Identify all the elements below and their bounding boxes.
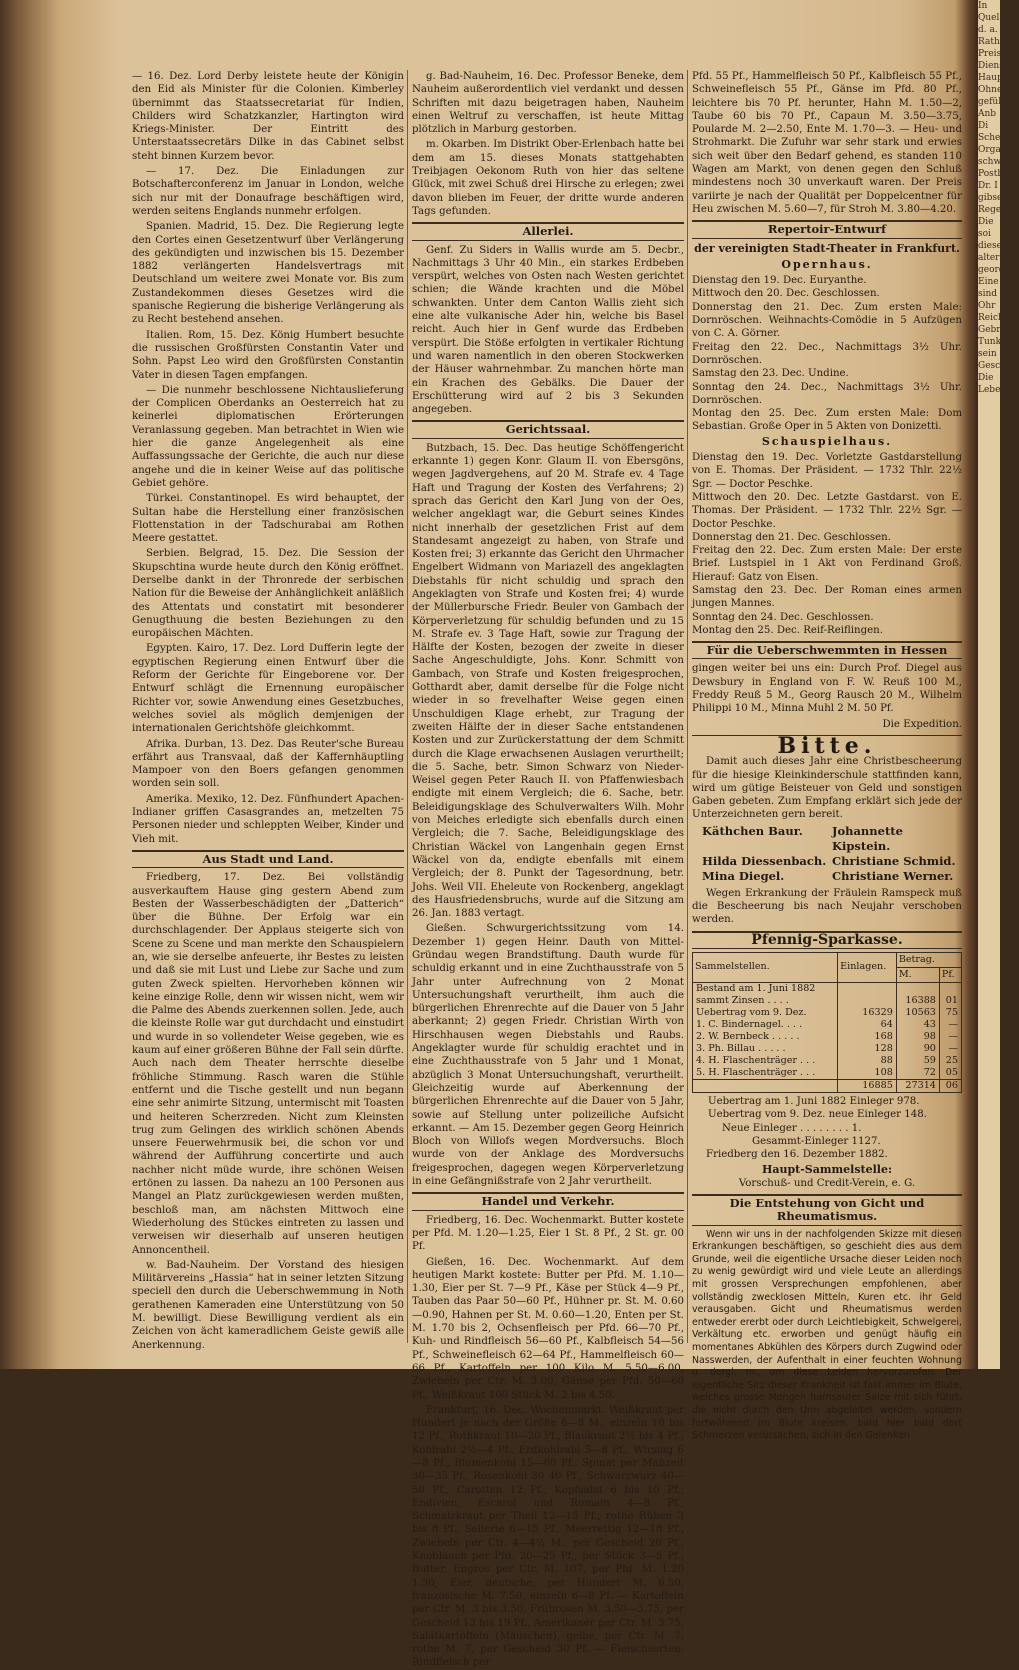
edge-fragment: Regen bbox=[978, 205, 1007, 215]
column-3 bbox=[692, 70, 962, 1442]
table-cell: 2. W. Bernbeck . . . . . bbox=[693, 1031, 838, 1043]
table-cell: 16388 bbox=[896, 995, 939, 1007]
plea-heading: Bitte. bbox=[777, 732, 877, 759]
opera-line: Samstag den 23. Dec. Undine. bbox=[692, 368, 849, 380]
edge-fragment: Organ bbox=[978, 145, 1007, 155]
table-cell: 16329 bbox=[838, 1007, 897, 1019]
table-row bbox=[693, 1019, 962, 1031]
table-header: Betrag. bbox=[896, 952, 961, 967]
news-egypt: Egypten. Kairo, 17. Dez. Lord Dufferin legte der egyptischen Regierung einen Entwurf über die Reform der Gerichte für Eingeborene vor. Der Entwurf schlägt die Ernennung europäischer Richter vor, sowie Anwendung eines Gesetzbuches, welches soviel als möglich demjenigen der internationalen Gerichtshöfe gleichkommt. bbox=[132, 643, 404, 735]
table-cell: 16885 bbox=[838, 1079, 897, 1092]
table-cell: 3. Ph. Billau . . . . . bbox=[693, 1043, 838, 1055]
table-cell: Uebertrag vom 9. Dez. bbox=[693, 1007, 838, 1019]
table-cell: 108 bbox=[838, 1067, 897, 1080]
gout-heading: Die Entstehung von Gicht und Rheumatismus. bbox=[692, 1194, 962, 1226]
news-africa: Afrika. Durban, 13. Dez. Das Reuter'sche Bureau erfährt aus Transvaal, daß der Kaffernhäuptling Mampoer von den Boers gefangen genommen worden sein soll. bbox=[132, 738, 404, 790]
table-row bbox=[693, 1043, 962, 1055]
edge-fragment: Tunke bbox=[978, 337, 1007, 347]
play-line: Montag den 25. Dec. Reif-Reiflingen. bbox=[692, 624, 883, 636]
local-okarben: m. Okarben. Im Distrikt Ober-Erlenbach hatte bei dem am 15. dieses Monats stattgehabten Treibjagen Oekonom Ruth von hier das seltene Glück, mit zwei Schuß drei Hirsche zu erlegen; zwei davon blieben im Feuer, der dritte wurde anderen Tags gefunden. bbox=[412, 139, 684, 217]
bank-line: Uebertrag vom 9. Dez. neue Einleger 148. bbox=[708, 1109, 927, 1121]
edge-fragment: geordn bbox=[978, 265, 1011, 275]
table-cell: Bestand am 1. Juni 1882 bbox=[693, 982, 838, 995]
table-cell: sammt Zinsen . . . . bbox=[693, 995, 838, 1007]
plea-signatories bbox=[702, 824, 962, 884]
bank-line: Neue Einleger . . . . . . . . 1. bbox=[722, 1122, 862, 1134]
table-cell bbox=[896, 982, 939, 995]
edge-fragment: Rathh bbox=[978, 37, 1006, 47]
gout-text: Wenn wir uns in der nachfolgenden Skizze mit diesen Erkrankungen beschäftigen, so geschieht dies aus dem Grunde, weil die eigentliche Ursache dieser Leiden noch zu wenig gewürdigt wird und viele Leute an allerdings mit grossen Versprechungen empfohlenen, aber vollständig zwecklosen Mitteln, Kuren etc. ihr Geld verausgaben. Gicht und Rheumatismus werden entweder ererbt oder durch Leichtlebigkeit, Schwelgerei, Verkältung etc. erworben und genügt häufig ein momentanes Abkühlen des Körpers durch Zugwind oder Nasswerden, der Aufenthalt in einer feuchten Wohnung u. dergl. m., um diese Leiden hervorzurufen. Der eigentliche Sitz dieser Krankheit ist fast immer im Blute, welches grosse Mengen harnsaurer Salze mit sich führt, die nicht durch den Urin abgeleitet werden, sondern fortwährend im Blute kreisen, bald hier bald dort Schmerzen verursachen, sich in den Gelenken bbox=[692, 1228, 962, 1442]
signatory: Hilda Diessenbach. bbox=[702, 853, 827, 868]
play-line: Donnerstag den 21. Dec. Geschlossen. bbox=[692, 531, 891, 543]
play-line: Samstag den 23. Dec. Der Roman eines armen jungen Mannes. bbox=[692, 584, 962, 610]
edge-fragment: geführt bbox=[978, 97, 1012, 107]
local-friedberg: Friedberg, 17. Dez. Bei vollständig ausverkauftem Hause ging gestern Abend zum Besten der Wasserbeschädigten der „Datterich“ über die Bühne. Der Erfolg war ein durchschlagender. Der Applaus steigerte sich von Scene zu Scene und man merkte den Schauspielern an, wie sie derselbe anfeuerte, ihr Bestes zu leisten und daß sie mit Lust und Liebe zur Sache und zum guten Zweck spielten. Hervorheben können wir keine einzige Rolle, denn wir wissen nicht, wem wir die Palme des Abends zuerkennen sollen. Jede, auch die kleinste Rolle war gut durchdacht und einstudirt und wurde in so vollendeter Weise gegeben, wie es kaum auf einer größeren Bühne der Fall sein dürfte. Auch nach dem Theater herrschte dieselbe fröhliche Stimmung. Rasch waren die Stühle entfernt und die Tische gestellt und nun begann eine sehr animirte Sitzung, untermischt mit Toasten und heiteren Scherzreden. Nicht zum Kleinsten trug zum Gelingen des wirklich schönen Abends unsere Feuerwehrmusik bei, die schon vor und während der Aufführung concertirte und auch nachher nicht müde wurde, ihre schönen Weisen ertönen zu lassen. Da nahezu an 100 Personen aus Mangel an Platz zurückgewiesen werden mußten, beschloß man, am nächsten Mittwoch eine Wiederholung des Stückes eintreten zu lassen und verweisen wir dieserhalb auf unseren heutigen Annoncentheil. bbox=[132, 872, 404, 1256]
table-header: M. bbox=[896, 967, 939, 982]
plea-text: Damit auch dieses Jahr eine Christbescheerung für die hiesige Kleinkinderschule stattfinden kann, wird um gütige Beisteuer von Geld und sonstigen Gaben gebeten. Zum Empfang erklärt sich jede der Unterzeichneten gern bereit. bbox=[692, 756, 962, 821]
bank-line: Uebertrag am 1. Juni 1882 Einleger 978. bbox=[708, 1095, 920, 1107]
signatory: Käthchen Baur. bbox=[702, 823, 803, 838]
table-cell: 01 bbox=[939, 995, 961, 1007]
edge-fragment: Gebr bbox=[978, 325, 1001, 335]
edge-fragment: alter bbox=[978, 253, 1000, 263]
edge-fragment: d. a. bbox=[978, 25, 998, 35]
table-cell: — bbox=[939, 1019, 961, 1031]
repertoire-subheading: der vereinigten Stadt-Theater in Frankfurt. bbox=[694, 241, 960, 255]
bank-main-heading: Haupt-Sammelstelle: bbox=[761, 1163, 893, 1177]
table-cell bbox=[838, 982, 897, 995]
bank-main-name: Vorschuß- und Credit-Verein, e. G. bbox=[738, 1177, 916, 1189]
plea-note: Wegen Erkrankung der Fräulein Ramspeck muß die Bescheerung bis nach Neujahr verschoben werden. bbox=[692, 887, 962, 926]
column-divider-1 bbox=[407, 70, 408, 1343]
table-row bbox=[693, 1031, 962, 1043]
court-butzbach: Butzbach, 15. Dec. Das heutige Schöffengericht erkannte 1) gegen Konr. Glaum II. von Ebersgöns, wegen Jagdvergehens, auf 20 M. Strafe ev. 4 Tage Haft und Tragung der Kosten des Verfahrens; 2) sprach das Gericht den Karl Jung von der Oes, welcher angeklagt war, die Geburt seines Kindes nicht innerhalb der gesetzlichen Frist auf dem Standesamt angezeigt zu haben, von Strafe und Kosten frei; 3) erkannte das Gericht den Uhrmacher Engelbert Widmann von Mariazell des angeklagten Diebstahls für nicht schuldig und sprach den Angeklagten von Strafe und Kosten frei; 4) wurde der Müllerbursche Friedr. Beuler von Gambach der Körperverletzung für schuldig befunden und zu 15 M. Strafe ev. 3 Tage Haft, sowie zur Tragung der Hälfte der Kosten, bezogen der zweite in dieser Sache Angeschuldigte, Johs. Konr. Schmitt von Gambach, von Strafe und Kosten freigesprochen, Gotthardt aber, damit derselbe für die Folge nicht wieder in so frevelhafter Weise gegen einen Unschuldigen Klage erhebt, zur Tragung der zweiten Hälfte der in dieser Sache entstandenen Kosten und zur Zurückerstattung der dem Schmitt durch die Klage erwachsenen Auslagen verurtheilt; die 5. Sache, betr. Simon Schwarz von Nieder-Weisel gegen Peter Rauch II. von Pfaffenwiesbach endigte mit einem Vergleich; die 6. Sache, betr. Beleidigungsklage des Schulverwalters Wilh. Mohr von Meiches erledigte sich ebenfalls durch einen Vergleich; die 7. Sache, Beleidigungsklage des Christian Wäckel von Langenhain gegen Ernst Wäckel von da, endigte ebenfalls mit einem Vergleich; der 8. Punkt der Tagesordnung, betr. Johs. Weil VII. Eheleute von Rockenberg, angeklagt des Hausfriedensbruchs, wurde auf die Sitzung am 26. Jan. 1883 vertagt. bbox=[412, 442, 684, 920]
edge-fragment: Anb bbox=[978, 109, 997, 119]
table-cell: — bbox=[939, 1043, 961, 1055]
table-cell: 90 bbox=[896, 1043, 939, 1055]
table-row bbox=[693, 1007, 962, 1019]
play-line: Dienstag den 19. Dec. Vorletzte Gastdarstellung von E. Thomas. Der Präsident. — 1732 Thlr. 22½ Sgr. — Doctor Peschke. bbox=[692, 452, 962, 490]
table-cell: 25 bbox=[939, 1055, 961, 1067]
table-row bbox=[693, 1055, 962, 1067]
signatory: Christiane Schmid. bbox=[832, 853, 956, 868]
opera-line: Donnerstag den 21. Dec. Zum ersten Male: Dornröschen. Weihnachts-Comödie in 5 Aufzügen von C. A. Görner. bbox=[692, 301, 962, 340]
section-heading-court: Gerichtssaal. bbox=[412, 420, 684, 438]
opera-heading: Opernhaus. bbox=[781, 257, 873, 271]
edge-fragment: Die bbox=[978, 373, 994, 383]
table-row bbox=[693, 1067, 962, 1080]
table-header: Einlagen. bbox=[838, 952, 897, 982]
news-spain: Spanien. Madrid, 15. Dez. Die Regierung legte den Cortes einen Gesetzentwurf über Verlängerung des gekündigten und inzwischen bis 15. Dezember 1882 verlängerten Handelsvertrags mit Deutschland um weitere zwei Monate vor. Bis zum Zustandekommen dieses Gesetzes wird die spanische Regierung die bisherige Verlängerung als zu Recht bestehend ansehen. bbox=[132, 221, 404, 326]
table-total-row bbox=[693, 1079, 962, 1092]
opera-line: Mittwoch den 20. Dec. Geschlossen. bbox=[692, 288, 880, 300]
edge-fragment: soi bbox=[978, 229, 991, 239]
news-london-2: — 17. Dez. Die Einladungen zur Botschafterconferenz im Januar in London, welche sich nur mit der Donaufrage beschäftigen wird, werden seitens Englands nunmehr erfolgen. bbox=[132, 166, 404, 217]
edge-fragment: Quel bbox=[978, 13, 1000, 23]
local-nauheim: w. Bad-Nauheim. Der Vorstand des hiesigen Militärvereins „Hassia“ hat in seiner letzten Sitzung speciell den durch die Ueberschwemmung in Noth gerathenen Kameraden eine Unterstützung von 50 M. bewilligt. Diese Bewilligung verdient als ein Zeichen von ächt kameradlichem Geiste gewiß alle Anerkennung. bbox=[132, 1259, 404, 1351]
edge-fragment: sein bbox=[978, 349, 997, 359]
edge-fragment: gibsen bbox=[978, 193, 1009, 203]
news-turkey: Türkei. Constantinopel. Es wird behauptet, der Sultan habe die Herstellung einer französischen Flottenstation in der Tadschurabai am Rothen Meere gestattet. bbox=[132, 493, 404, 545]
repertoire-heading: Repertoir-Entwurf bbox=[692, 220, 962, 238]
table-cell: 27314 bbox=[896, 1079, 939, 1092]
edge-fragment: sind bbox=[978, 289, 998, 299]
news-london-1: — 16. Dez. Lord Derby leistete heute der Königin den Eid als Minister für die Colonien. Kimberley übernimmt das Staatssecretariat für Indien, Childers wird Schatzkanzler, Hartington wird Kriegs-Minister. Der Eintritt des Unterstaatssecretärs Dilke in das Cabinet selbst steht binnen Kurzem bevor. bbox=[132, 71, 404, 162]
edge-fragment: Die bbox=[978, 217, 994, 227]
table-cell: 72 bbox=[896, 1067, 939, 1080]
column-divider-2 bbox=[687, 70, 688, 1343]
table-cell: 59 bbox=[896, 1055, 939, 1067]
table-cell: 06 bbox=[939, 1079, 961, 1092]
table-cell: 128 bbox=[838, 1043, 897, 1055]
opera-line: Dienstag den 19. Dec. Euryanthe. bbox=[692, 275, 867, 287]
bank-line: Gesammt-Einleger 1127. bbox=[752, 1135, 881, 1147]
column-1 bbox=[132, 70, 404, 1351]
news-america: Amerika. Mexiko, 12. Dez. Fünfhundert Apachen-Indianer griffen Casasgrandes an, metzelten 75 Personen nieder und schleppten Weiber, Kinder und Vieh mit. bbox=[132, 793, 404, 845]
savings-table bbox=[692, 952, 962, 1093]
table-cell: 05 bbox=[939, 1067, 961, 1080]
misc-geneva: Genf. Zu Siders in Wallis wurde am 5. Decbr., Nachmittags 3 Uhr 40 Min., ein starkes Erdbeben verspürt, welches von Osten nach Westen gerichtet schien; die Wände krachten und die Möbel schwankten. Unter dem Canton Wallis zieht sich eine alte vulkanische Ader hin, welche bis Basel reicht. Auch hier in Genf wurde das Erdbeben verspürt. Die Stöße erfolgten in vertikaler Richtung und waren namentlich in den oberen Stockwerken der Häuser wahrnehmbar. Zu manchen hörte man ein Krachen des Gebälks. Die Dauer der Erschütterung wird auf 2 bis 3 Sekunden angegeben. bbox=[412, 244, 684, 416]
opera-line: Freitag den 22. Dec., Nachmittags 3½ Uhr. Dornröschen. bbox=[692, 341, 962, 366]
play-line: Sonntag den 24. Dec. Geschlossen. bbox=[692, 611, 874, 623]
bank-heading: Pfennig-Sparkasse. bbox=[692, 931, 962, 949]
flood-heading: Für die Ueberschwemmten in Hessen bbox=[692, 641, 962, 659]
edge-fragment: Reiche bbox=[978, 313, 1010, 323]
edge-fragment: Postb bbox=[978, 169, 1004, 179]
table-cell bbox=[693, 1079, 838, 1092]
table-row bbox=[693, 982, 962, 995]
table-cell: 64 bbox=[838, 1019, 897, 1031]
edge-fragment: Eine bbox=[978, 277, 999, 287]
section-heading-misc: Allerlei. bbox=[412, 222, 684, 240]
edge-fragment: Haupt bbox=[978, 73, 1007, 83]
edge-fragment: In bbox=[978, 1, 988, 11]
edge-fragment: Leben bbox=[978, 385, 1007, 395]
table-cell: — bbox=[939, 1031, 961, 1043]
edge-fragment: Preis bbox=[978, 49, 1002, 59]
edge-fragment: Gesch bbox=[978, 361, 1006, 371]
section-heading-local: Aus Stadt und Land. bbox=[132, 850, 404, 868]
table-row bbox=[693, 995, 962, 1007]
edge-fragment: schwi bbox=[978, 157, 1005, 167]
flood-text: gingen weiter bei uns ein: Durch Prof. Diegel aus Dewsbury in England von F. W. Reuß 100 M., Freddy Reuß 5 M., Georg Rausch 20 M., Wilhelm Philippi 10 M., Minna Muhl 2 M. 50 Pf. bbox=[692, 663, 962, 715]
section-heading-trade: Handel und Verkehr. bbox=[412, 1192, 684, 1210]
table-cell: 88 bbox=[838, 1055, 897, 1067]
table-cell bbox=[939, 982, 961, 995]
play-line: Freitag den 22. Dec. Zum ersten Male: Der erste Brief. Lustspiel in 1 Akt von Ferdinand Groß. Hierauf: Gatz von Eisen. bbox=[692, 545, 962, 583]
signatory: Christiane Werner. bbox=[832, 868, 954, 883]
flood-signature: Die Expedition. bbox=[882, 718, 962, 730]
edge-fragment: Di bbox=[978, 121, 989, 131]
edge-fragment: Ohne bbox=[978, 85, 1003, 95]
local-nauheim-beneke: g. Bad-Nauheim, 16. Dec. Professor Beneke, dem Nauheim außerordentlich viel verdankt und dessen Schriften mit dazu beigetragen haben, Nauheim einen Weltruf zu verschaffen, ist heute Mittag plötzlich in Marburg gestorben. bbox=[412, 71, 684, 136]
play-line: Mittwoch den 20. Dec. Letzte Gastdarst. von E. Thomas. Der Präsident. — 1732 Thlr. 22½ Sgr. — Doctor Peschke. bbox=[692, 491, 962, 530]
news-italy: Italien. Rom, 15. Dez. König Humbert besuchte die russischen Großfürsten Constantin Vater und Sohn. Papst Leo wird den Großfürsten Constantin Vater in diesen Tagen empfangen. bbox=[132, 329, 404, 381]
table-cell: 1. C. Bindernagel. . . . bbox=[693, 1019, 838, 1031]
trade-giessen: Gießen, 16. Dec. Wochenmarkt. Auf dem heutigen Markt kostete: Butter per Pfd. M. 1.10—1.30, Eier per St. 7—9 Pf., Käse per Stück 4—9 Pf., Tauben das Paar 50—60 Pf., Hühner pr. St. M. 0.60—0.90, Hahnen per St. M. 0.60—1.20, Enten per St. M. 1.70 bis 2, Ochsenfleisch per Pfd. 66—70 Pf., Kuh- und Rindfleisch 56—60 Pf., Kalbfleisch 54—56 Pf., Schweinefleisch 62—64 Pf., Hammelfleisch 60—66 Pf., Kartoffeln per 100 Kilo M. 5.50—6.00, Zwiebeln per Ctr. M. 3.00, Gänse per Pfd. 50—60 Pf., Weißkraut 100 Stück M. 2 bis 4.50. bbox=[412, 1256, 684, 1401]
column-2 bbox=[412, 70, 684, 1669]
signatory: Johannette Kipstein. bbox=[832, 823, 903, 853]
news-austria: — Die nunmehr beschlossene Nichtauslieferung der Complicen Oberdanks an Oesterreich hat zu keinerlei diplomatischen Erörterungen Veranlassung gegeben. Man betrachtet in Wien wie hier die ganze Angelegenheit als eine Auffassungssache der Gerichte, die auch nur diese angehe und die in keiner Weise auf das politische Gebiet gehöre. bbox=[132, 384, 404, 489]
table-cell: 4. H. Flaschenträger . . . bbox=[693, 1055, 838, 1067]
trade-frankfurt-cont: Pfd. 55 Pf., Hammelfleisch 50 Pf., Kalbfleisch 55 Pf., Schweinefleisch 55 Pf., Gänse im Pfd. 80 Pf., leichtere bis 70 Pf. herunter, Hahn M. 1.50—2, Taube 60 bis 70 Pf., Capaun M. 3.50—3.75, Poularde M. 2—2.50, Ente M. 1.70—3. — Heu- und Strohmarkt. Die Zufuhr war sehr stark und erwies sich weit über den Bedarf gehend, es standen 110 Wagen am Markt, von denen gegen den Schluß mindestens noch 30 unverkauft waren. Der Preis variirte je nach der Qualität per Doppelcentner für Heu zwischen M. 5.60—7, für Stroh M. 3.80—4.20. bbox=[692, 71, 962, 215]
edge-fragment: Ohr bbox=[978, 301, 996, 311]
adjacent-page-edge bbox=[978, 0, 1019, 1369]
table-cell: 10563 bbox=[896, 1007, 939, 1019]
bank-line: Friedberg den 16. Dezember 1882. bbox=[706, 1149, 888, 1161]
court-giessen: Gießen. Schwurgerichtssitzung vom 14. Dezember 1) gegen Heinr. Dauth von Mittel-Gründau wegen Brandstiftung. Dauth wurde für schuldig erkannt und in eine Zuchthausstrafe von 5 Jahr unter Aufrechnung von 2 Monat Untersuchungshaft verurtheilt, ihm auch die bürgerlichen Ehrenrechte auf die Dauer von 5 Jahr aberkannt; 2) gegen Friedr. Christian Wirth von Hirschhausen wegen Diebstahls und Raubs. Angeklagter wurde für schuldig erachtet und in eine Zuchthausstrafe von 5 Jahr und 1 Monat, abzüglich 3 Monat Untersuchungshaft, verurtheilt. Gleichzeitig wurde auf Aberkennung der bürgerlichen Ehrenrechte auf die Dauer von 5 Jahr, sowie auf Stellung unter polizeiliche Aufsicht erkannt. — Am 15. Dezember gegen Georg Heinrich Bloch von Willofs wegen Mordversuchs. Bloch wurde von der Anklage des Mordversuchs freigesprochen, dagegen wegen Körperverletzung in eine Gefängnißstrafe von 2 Jahr verurtheilt. bbox=[412, 923, 684, 1188]
signatory: Mina Diegel. bbox=[702, 868, 785, 883]
table-cell bbox=[838, 995, 897, 1007]
play-heading: Schauspielhaus. bbox=[761, 434, 893, 448]
edge-fragment: dieser bbox=[978, 241, 1007, 251]
opera-line: Montag den 25. Dec. Zum ersten Male: Dom Sebastian. Große Oper in 5 Akten von Donizetti. bbox=[692, 408, 962, 433]
opera-line: Sonntag den 24. Dec., Nachmittags 3½ Uhr. Dornröschen. bbox=[692, 381, 962, 406]
edge-fragment: Dr. I bbox=[978, 181, 998, 191]
table-cell: 98 bbox=[896, 1031, 939, 1043]
edge-fragment: Scheu bbox=[978, 133, 1007, 143]
trade-friedberg: Friedberg, 16. Dec. Wochenmarkt. Butter kostete per Pfd. M. 1.20—1.25, Eier 1 St. 8 Pf., 2 St. gr. 00 Pf. bbox=[412, 1214, 684, 1253]
table-cell: 43 bbox=[896, 1019, 939, 1031]
table-cell: 75 bbox=[939, 1007, 961, 1019]
news-serbia: Serbien. Belgrad, 15. Dez. Die Session der Skupschtina wurde heute durch den König eröffnet. Derselbe dankt in der Thronrede der serbischen Nation für die Beweise der Anhänglichkeit anläßlich des Attentats und constatirt mit besonderer Genugthuung die besten Beziehungen zu den europäischen Mächten. bbox=[132, 548, 404, 640]
edge-fragment: Dienstag bbox=[978, 61, 1019, 71]
table-header: Pf. bbox=[939, 967, 961, 982]
trade-frankfurt: Frankfurt, 16. Dec. Wochenmarkt. Weißkraut per Hundert je nach der Größe 6—8 M., einzeln 10 bis 12 Pf., Rothkraut 10—20 Pf., Blaukraut 2½ bis 4 Pf., Kohlrabi 2½—4 Pf., Erdkohlrabi 5—8 Pf., Wirsing 6—8 Pf., Blumenkohl 15—60 Pf., Spinat per Maßzeit 30—35 Pf., Rosenkohl 30 40 Pf., Schwarzwurz 40—50 Pf., Carotten 12 Pf., Kopfsalat 6 bis 10 Pf., Endivien, Escarol und Romain 4—8 Pf., Schmalzkraut per Theil 12—15 Pf., rothe Rüben 3 bis 8 Pf., Sellerie 6—15 Pf., Meerrettig 12—18 Pf., Zwiebeln per Ctr. 4—4½ M., per Gescheid 20 Pf., Knoblauch per Pfd. 20—25 Pf., per Stück 3—5 Pf., Butter, Engros per Ctr. M. 107, per Pfd. M. 1.20 1.30, Eier, deutsche, per Hundert M. 6.50, französische M. 7.50, einzeln 6—8 Pf. — Kartoffeln per Ctr. M. 3 bis 3.50, Frührosen M. 3.50—3.75, per Gescheid 13 bis 19 Pf., Amerikaner per Ctr. M. 3.75, Salatkartoffeln (Mäuschen), gelbe, per Ctr. M. 7, rothe M. 7, per Gescheid 30 Pf. — Fleischsorten: Rindfleisch per bbox=[412, 1404, 684, 1669]
table-cell: 5. H. Flaschenträger . . . bbox=[693, 1067, 838, 1080]
table-header: Sammelstellen. bbox=[693, 952, 838, 982]
table-cell: 168 bbox=[838, 1031, 897, 1043]
